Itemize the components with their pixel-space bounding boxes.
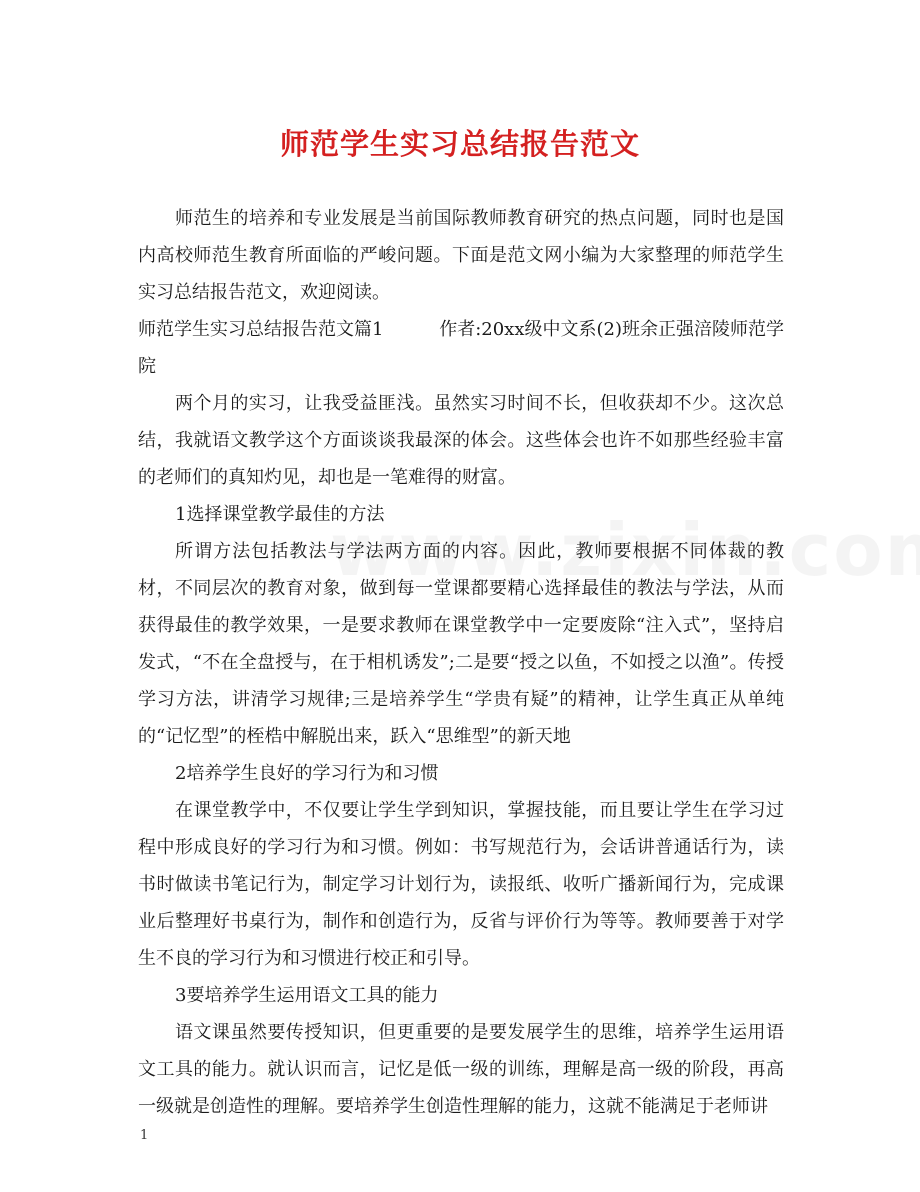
paragraph-2: 所谓方法包括教法与学法两方面的内容。因此，教师要根据不同体裁的教材，不同层次的教育对象，做到每一堂课都要精心选择最佳的教法与学法，从而获得最佳的教学效果，一是要求教师在课堂教学中一定要废除“注入式”，坚持启发式，“不在全盘授与，在于相机诱发”;二是要“授之以鱼，不如授之以渔”。传授学习方法，讲清学习规律;三是培养学生“学贵有疑”的精神，让学生真正从单纯的“记忆型”的桎梏中解脱出来，跃入“思维型”的新天地 xyxy=(138,541,784,747)
paragraph-1: 两个月的实习，让我受益匪浅。虽然实习时间不长，但收获却不少。这次总结，我就语文教学这个方面谈谈我最深的体会。这些体会也许不如那些经验丰富的老师们的真知灼见，却也是一笔难得的财富。 xyxy=(138,393,784,488)
section-heading-3: 3要培养学生运用语文工具的能力 xyxy=(175,985,439,1006)
section-heading-2: 2培养学生良好的学习行为和习惯 xyxy=(175,763,439,784)
document-title: 师范学生实习总结报告范文 xyxy=(279,127,640,161)
page-number: 1 xyxy=(140,1128,149,1143)
paragraph-3: 在课堂教学中，不仅要让学生学到知识，掌握技能，而且要让学生在学习过程中形成良好的学习行为和习惯。例如：书写规范行为，会话讲普通话行为，读书时做读书笔记行为，制定学习计划行为，读报纸、收听广播新闻行为，完成课业后整理好书桌行为，制作和创造行为，反省与评价行为等等。教师要善于对学生不良的学习行为和习惯进行校正和引导。 xyxy=(138,800,784,969)
section-heading-1: 1选择课堂教学最佳的方法 xyxy=(175,504,385,525)
paragraph-4: 语文课虽然要传授知识，但更重要的是要发展学生的思维，培养学生运用语文工具的能力。就认识而言，记忆是低一级的训练，理解是高一级的阶段，再高一级就是创造性的理解。要培养学生创造性理解的能力，这就不能满足于老师讲 xyxy=(138,1022,784,1117)
article-author-continued: 院 xyxy=(138,356,156,377)
article-title: 师范学生实习总结报告范文篇1 xyxy=(138,319,384,340)
intro-paragraph: 师范生的培养和专业发展是当前国际教师教育研究的热点问题，同时也是国内高校师范生教育所面临的严峻问题。下面是范文网小编为大家整理的师范学生实习总结报告范文，欢迎阅读。 xyxy=(138,208,784,303)
article-byline xyxy=(138,311,784,348)
article-author: 作者:20xx级中文系(2)班余正强涪陵师范学 xyxy=(439,319,784,340)
document-body xyxy=(138,200,784,1125)
